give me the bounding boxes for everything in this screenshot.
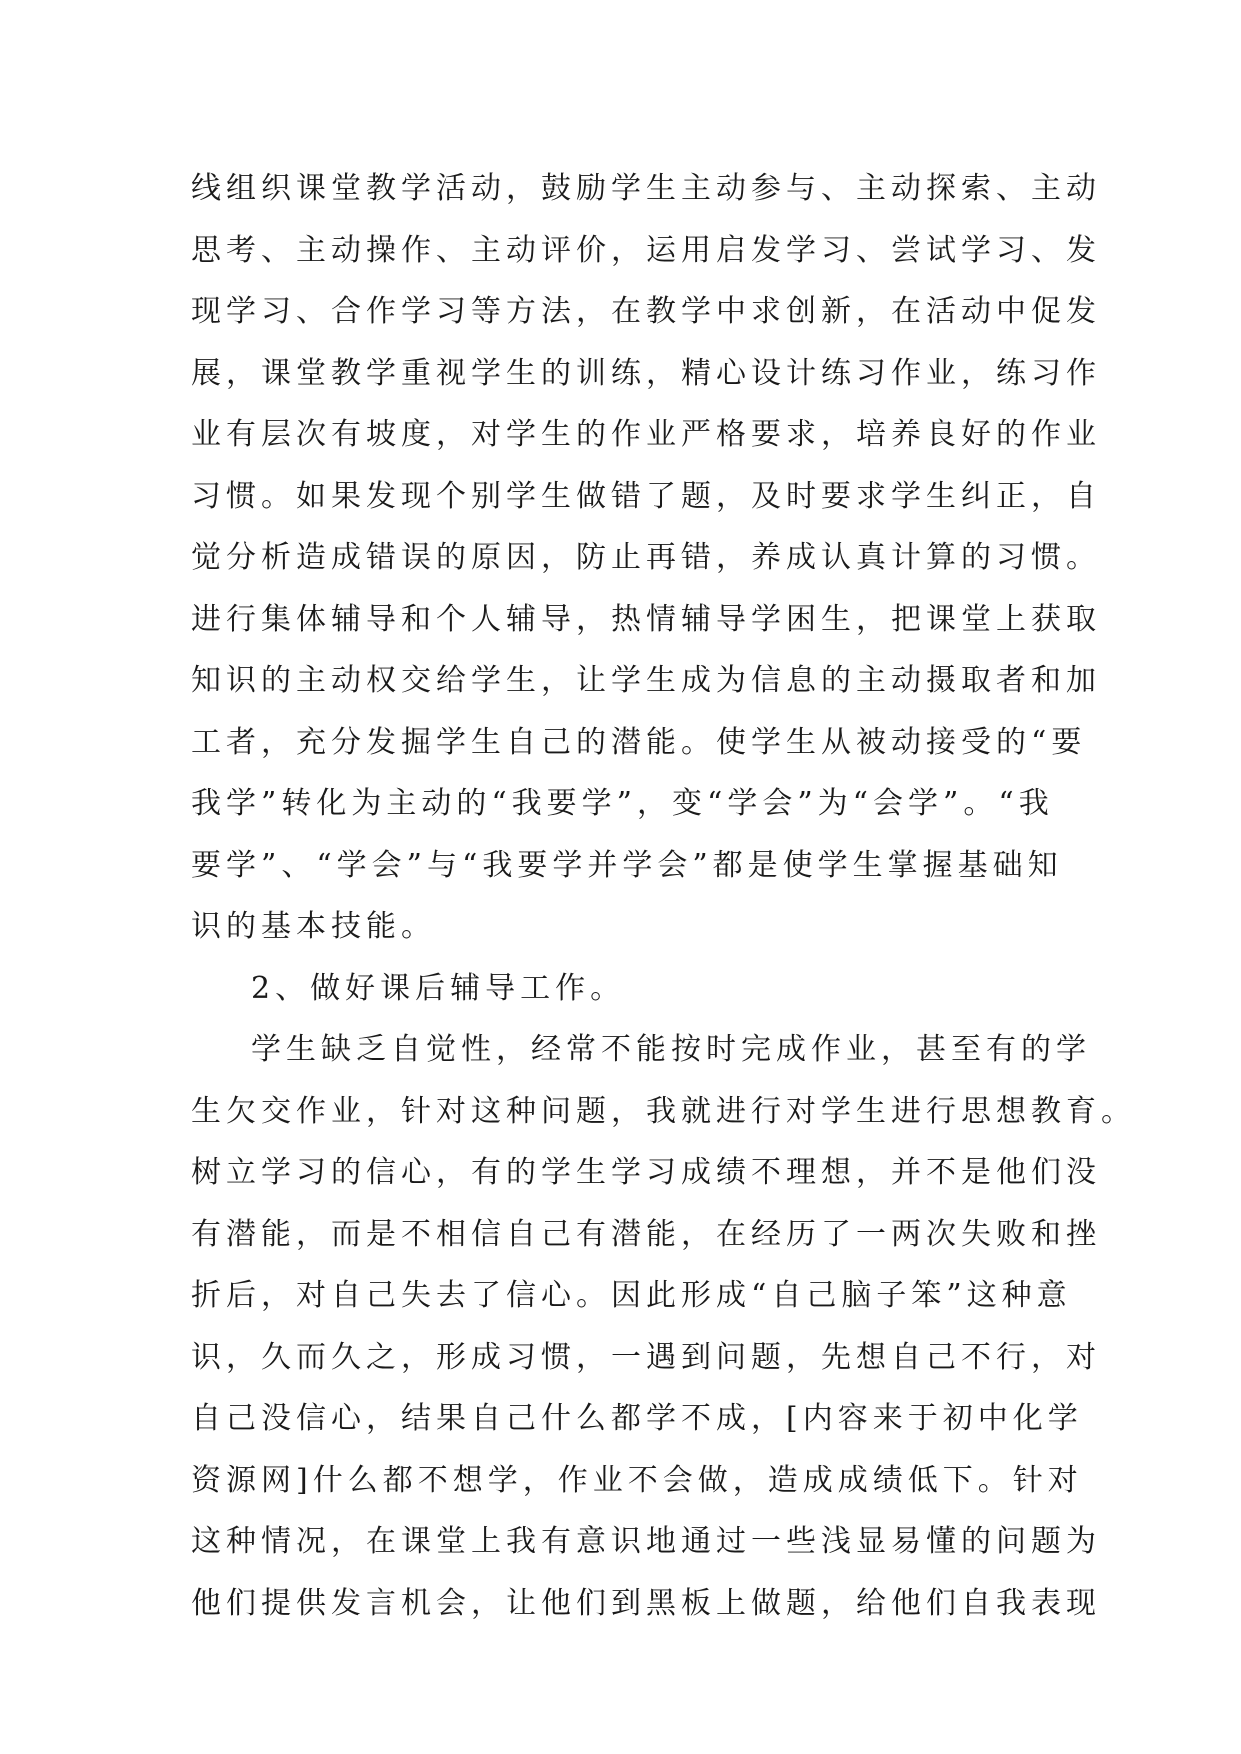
text-line: 业有层次有坡度，对学生的作业严格要求，培养良好的作业 [191,417,1101,452]
text-line: 思考、主动操作、主动评价，运用启发学习、尝试学习、发 [191,232,1101,268]
text-line: 树立学习的信心，有的学生学习成绩不理想，并不是他们没 [191,1155,1101,1190]
text-line: 自己没信心，结果自己什么都学不成，[内容来于初中化学 [191,1401,1083,1436]
text-line: 觉分析造成错误的原因，防止再错，养成认真计算的习惯。 [191,540,1101,575]
text-line: 进行集体辅导和个人辅导，热情辅导学困生，把课堂上获取 [191,601,1101,637]
body-text [191,158,1136,1634]
text-line: 识，久而久之，形成习惯，一遇到问题，先想自己不行，对 [191,1339,1101,1375]
text-line: 这种情况，在课堂上我有意识地通过一些浅显易懂的问题为 [191,1524,1101,1559]
text-line: 要学”、“学会”与“我要学并学会”都是使学生掌握基础知 [191,847,1063,883]
text-line: 知识的主动权交给学生，让学生成为信息的主动摄取者和加 [191,663,1101,698]
text-line: 有潜能，而是不相信自己有潜能，在经历了一两次失败和挫 [191,1216,1101,1252]
text-line: 线组织课堂教学活动，鼓励学生主动参与、主动探索、主动 [191,171,1101,206]
text-line: 展，课堂教学重视学生的训练，精心设计练习作业，练习作 [191,355,1101,391]
text-line: 我学”转化为主动的“我要学”，变“学会”为“会学”。“我 [191,786,1054,821]
text-line: 工者，充分发掘学生自己的潜能。使学生从被动接受的“要 [191,724,1087,760]
section-heading: 2、做好课后辅导工作。 [251,970,626,1006]
text-line: 资源网]什么都不想学，作业不会做，造成成绩低下。针对 [191,1462,1083,1498]
text-line: 折后，对自己失去了信心。因此形成“自己脑子笨”这种意 [191,1278,1072,1313]
text-line: 现学习、合作学习等方法，在教学中求创新，在活动中促发 [191,294,1101,329]
text-line: 生欠交作业，针对这种问题，我就进行对学生进行思想教育。 [191,1093,1136,1129]
text-line: 识的基本技能。 [191,909,436,944]
paragraph-first-line: 学生缺乏自觉性，经常不能按时完成作业，甚至有的学 [251,1032,1091,1067]
text-line: 习惯。如果发现个别学生做错了题，及时要求学生纠正，自 [191,478,1101,514]
text-line: 他们提供发言机会，让他们到黑板上做题，给他们自我表现 [191,1585,1101,1621]
